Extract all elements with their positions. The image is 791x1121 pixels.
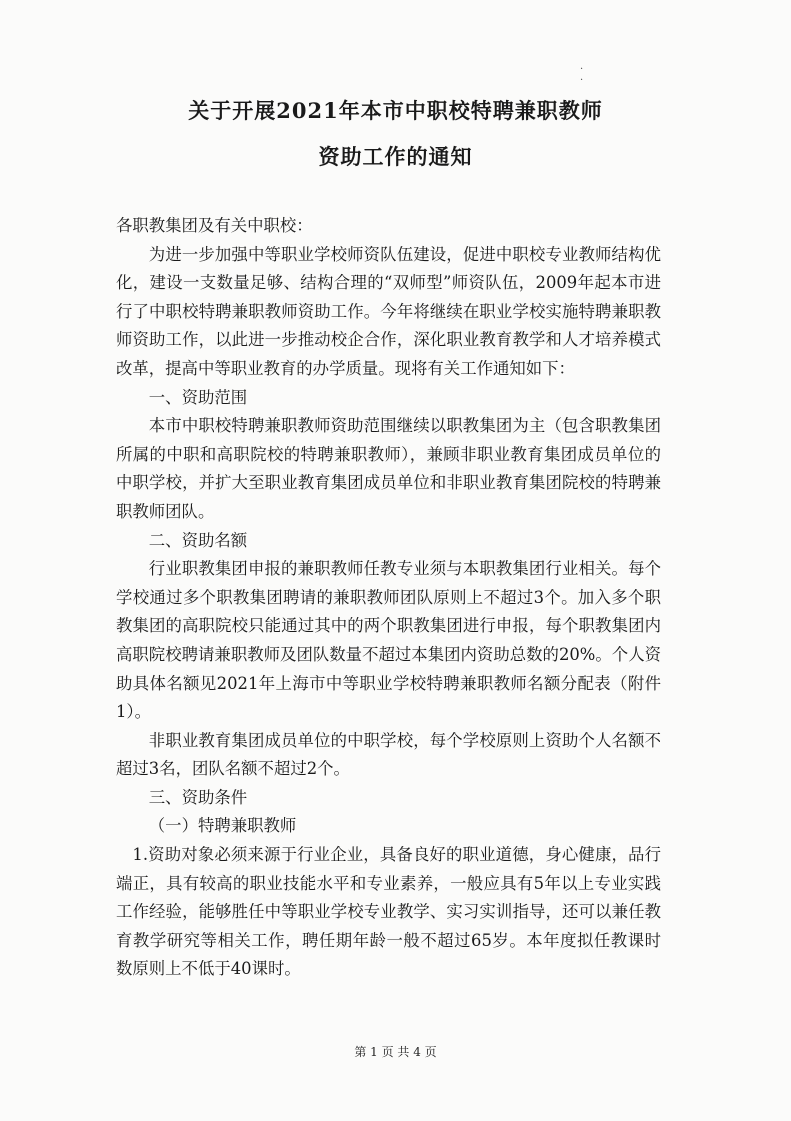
salutation: 各职教集团及有关中职校：: [116, 216, 313, 235]
page-number: 第 1 页 共 4 页: [354, 1045, 437, 1059]
title-line-1: 关于开展2021年本市中职校特聘兼职教师: [188, 98, 603, 123]
paragraph-scope: 本市中职校特聘兼职教师资助范围继续以职教集团为主（包含职教集团所属的中职和高职院校的特聘兼职教师），兼顾非职业教育集团成员单位的中职学校，并扩大至职业教育集团成员单位和非职业教育集团院校的特聘兼职教师团队。: [116, 416, 661, 521]
heading-section-3: 三、资助条件: [148, 787, 248, 807]
document-body: [116, 212, 661, 984]
paragraph-intro: 为进一步加强中等职业学校师资队伍建设，促进中职校专业教师结构优化，建设一支数量足够、结构合理的“双师型”师资队伍，2009年起本市进行了中职校特聘兼职教师资助工作。今年将继续在职业学校实施特聘兼职教师资助工作，以此进一步推动校企合作，深化职业教育教学和人才培养模式改革，提高中等职业教育的办学质量。现将有关工作通知如下：: [116, 244, 661, 378]
subheading-part-1: （一）特聘兼职教师: [148, 816, 297, 836]
scan-mark: · ·: [580, 64, 584, 86]
paragraph-condition-1: 1.资助对象必须来源于行业企业，具备良好的职业道德，身心健康，品行端正，具有较高的职业技能水平和专业素养，一般应具有5年以上专业实践工作经验，能够胜任中等职业学校专业教学、实习实训指导，还可以兼任教育教学研究等相关工作，聘任期年龄一般不超过65岁。本年度拟任教课时数原则上不低于40课时。: [116, 845, 661, 979]
heading-section-1: 一、资助范围: [148, 387, 248, 407]
title-line-2: 资助工作的通知: [318, 144, 473, 169]
paragraph-quota-non-group: 非职业教育集团成员单位的中职学校，每个学校原则上资助个人名额不超过3名，团队名额不超过2个。: [116, 730, 661, 779]
heading-section-2: 二、资助名额: [148, 530, 248, 550]
paragraph-quota: 行业职教集团申报的兼职教师任教专业须与本职教集团行业相关。每个学校通过多个职教集团聘请的兼职教师团队原则上不超过3个。加入多个职教集团的高职院校只能通过其中的两个职教集团进行申报，每个职教集团内高职院校聘请兼职教师及团队数量不超过本集团内资助总数的20%。个人资助具体名额见2021年上海市中等职业学校特聘兼职教师名额分配表（附件1）。: [116, 559, 661, 722]
